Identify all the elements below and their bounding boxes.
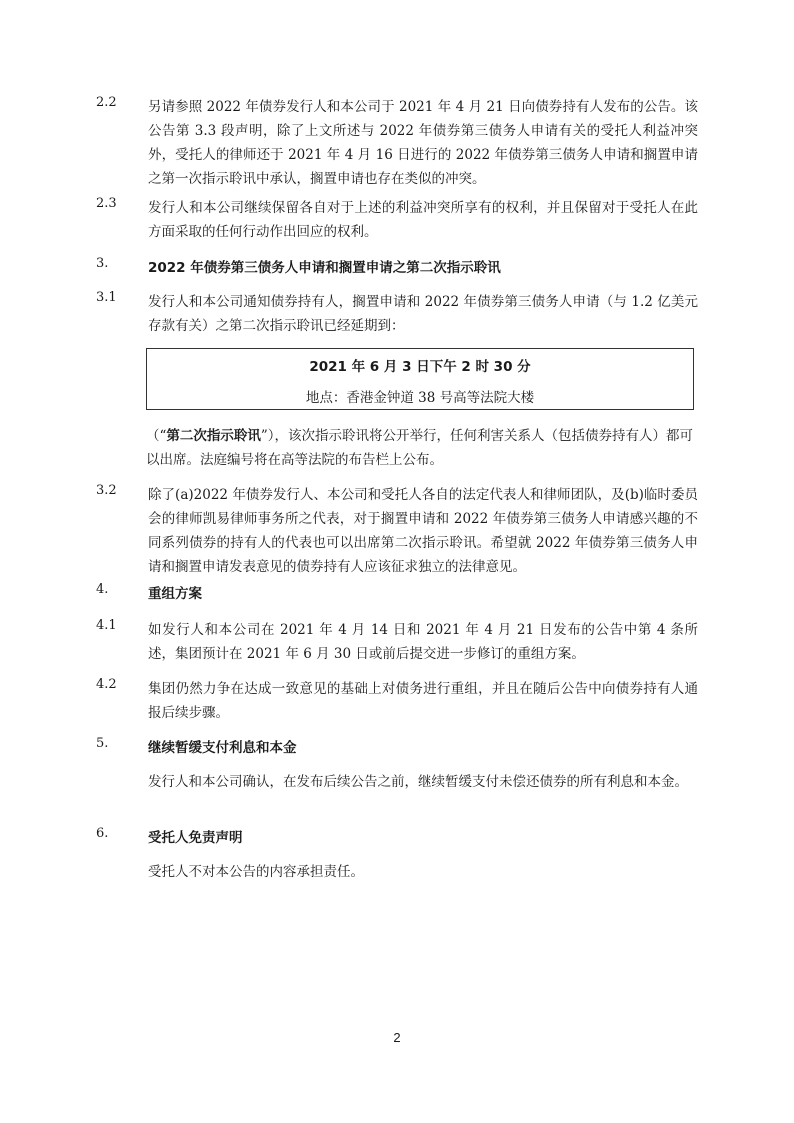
section-6 [96,826,698,850]
paragraph: 另请参照 2022 年债券发行人和本公司于 2021 年 4 月 21 日向债券持有人发布的公告。该公告第 3.3 段声明，除了上文所述与 2022 年债券第三债务人申请有关的受托人利益冲突外，受托人的律师还于 2021 年 4 月 16 日进行的 2022 年债券第三债务人申请和搁置申请之第一次指示聆讯中承认，搁置申请也存在类似的冲突。 [148,99,698,187]
section-number: 3.2 [96,483,117,498]
section-number: 2.3 [96,196,117,211]
paragraph: 受托人不对本公告的内容承担责任。 [148,864,364,880]
section-5 [96,736,698,760]
page-number: 2 [393,1030,401,1045]
section-number: 5. [96,736,109,751]
hearing-location: 地点：香港金钟道 38 号高等法院大楼 [305,390,535,406]
hearing-datetime: 2021 年 6 月 3 日下午 2 时 30 分 [309,359,531,375]
hearing-definition-note: （“第二次指示聆讯”），该次指示聆讯将公开举行，任何利害关系人（包括债券持有人）都可以出席。法庭编号将在高等法院的布告栏上公布。 [146,428,694,468]
section-4-2 [96,677,698,727]
section-2-2 [96,95,698,187]
paragraph: 如发行人和本公司在 2021 年 4 月 14 日和 2021 年 4 月 21 日发布的公告中第 4 条所述，集团预计在 2021 年 6 月 30 日或前后提交进一步修订的重组方案。 [148,622,698,662]
section-2-3 [96,196,698,246]
section-6-body [96,860,698,884]
defined-term: 第二次指示聆讯 [166,428,261,444]
section-number: 4.1 [96,618,117,633]
section-heading: 2022 年债券第三债务人申请和搁置申请之第二次指示聆讯 [148,260,501,276]
section-number: 3. [96,256,109,271]
section-4-1 [96,618,698,668]
section-heading: 继续暂缓支付利息和本金 [148,740,297,756]
section-number: 6. [96,826,109,841]
section-5-body [96,770,698,820]
paragraph: 集团仍然力争在达成一致意见的基础上对债务进行重组，并且在随后公告中向债券持有人通报后续步骤。 [148,681,698,721]
section-3-1 [96,290,698,340]
section-number: 4.2 [96,677,117,692]
paragraph: 发行人和本公司通知债券持有人，搁置申请和 2022 年债券第三债务人申请（与 1.2 亿美元存款有关）之第二次指示聆讯已经延期到： [148,294,698,334]
paragraph: 发行人和本公司确认，在发布后续公告之前，继续暂缓支付未偿还债券的所有利息和本金。 [148,774,688,790]
hearing-info-box [146,348,694,410]
paragraph: 除了(a)2022 年债券发行人、本公司和受托人各自的法定代表人和律师团队，及(b)临时委员会的律师凯易律师事务所之代表，对于搁置申请和 2022 年债券第三债务人申请感兴趣的不同系列债券的持有人的代表也可以出席第二次指示聆讯。希望就 2022 年债券第三债务人申请和搁置申请发表意见的债券持有人应该征求独立的法律意见。 [148,487,698,575]
section-heading: 受托人免责声明 [148,830,243,846]
section-number: 3.1 [96,290,117,305]
section-4 [96,582,698,606]
section-3 [96,256,698,280]
section-3-2 [96,483,698,583]
section-number: 4. [96,582,109,597]
paragraph: 发行人和本公司继续保留各自对于上述的利益冲突所享有的权利，并且保留对于受托人在此方面采取的任何行动作出回应的权利。 [148,200,698,240]
section-heading: 重组方案 [148,586,202,602]
section-number: 2.2 [96,95,117,110]
